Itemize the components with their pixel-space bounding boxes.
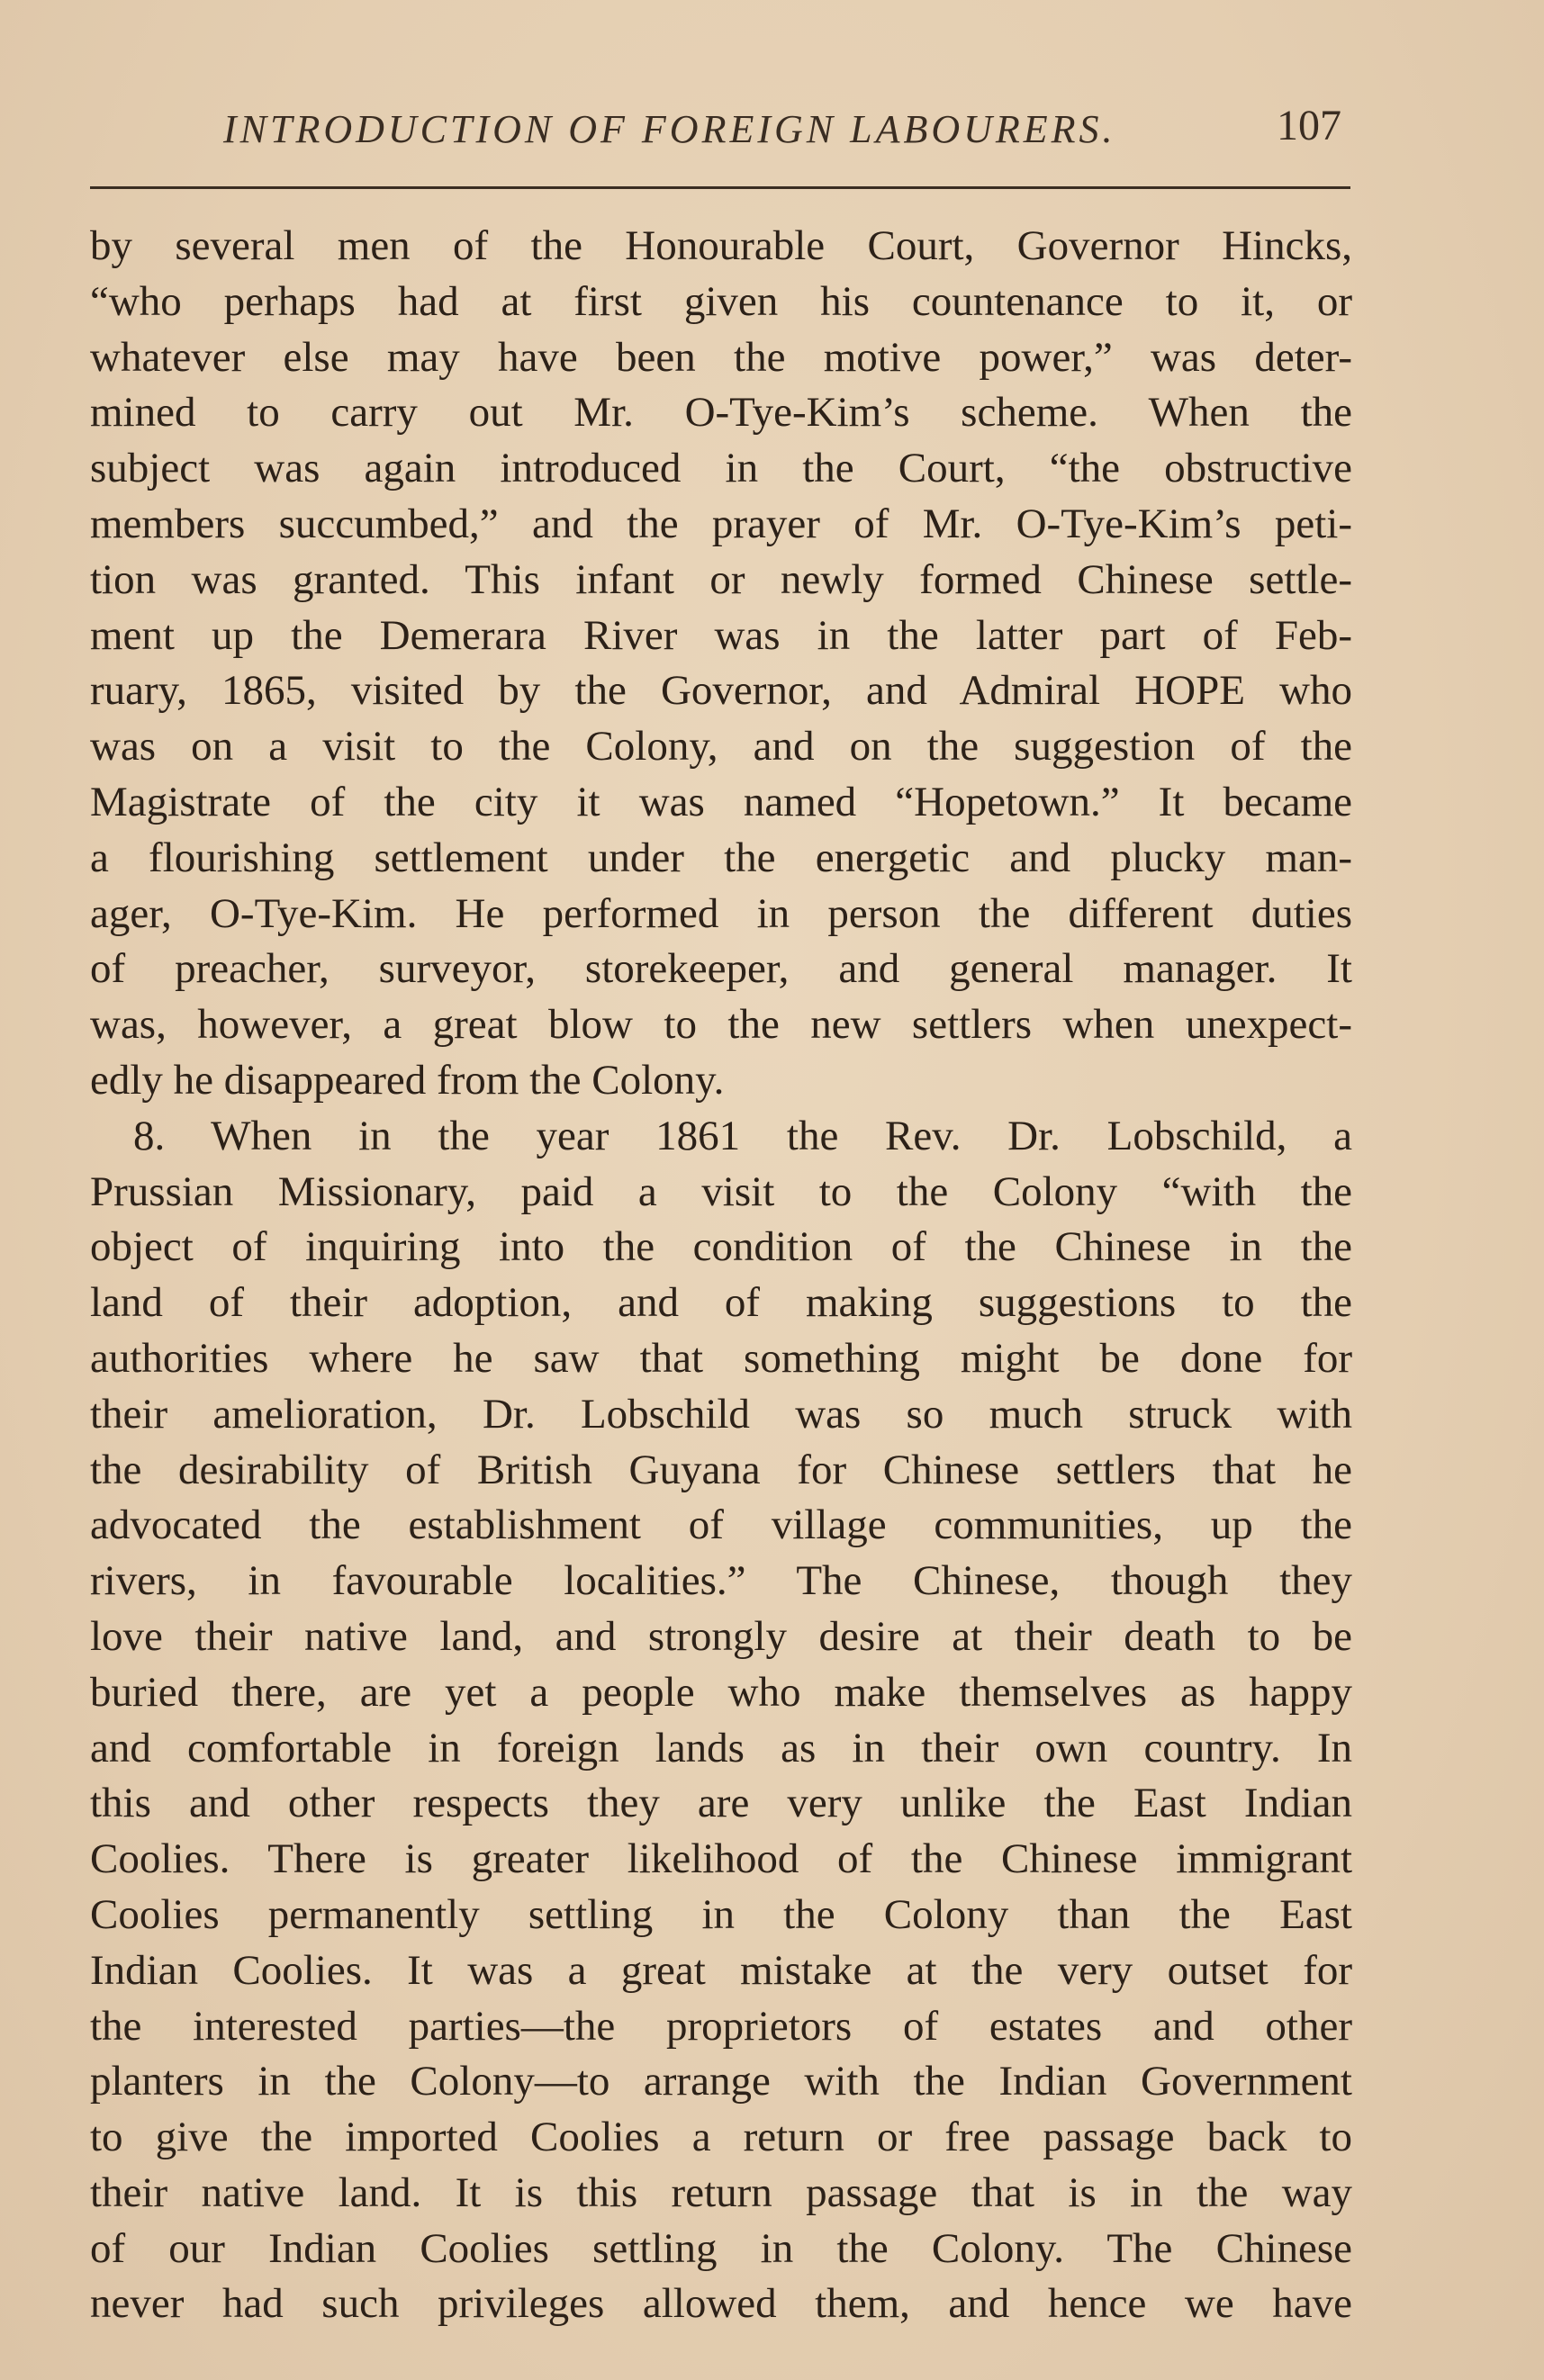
page-number: 107 (1277, 102, 1341, 149)
text-line: subject was again introduced in the Court, “the obstructive (90, 445, 1352, 492)
text-line: the desirability of British Guyana for Chinese settlers that he (90, 1446, 1352, 1493)
text-line: this and other respects they are very unlike the East Indian (90, 1780, 1352, 1827)
text-line: of preacher, surveyor, storekeeper, and general manager. It (90, 945, 1352, 993)
text-line: mined to carry out Mr. O-Tye-Kim’s scheme. When the (90, 389, 1352, 437)
text-line: and comfortable in foreign lands as in their own country. In (90, 1724, 1352, 1771)
text-line: “who perhaps had at first given his countenance to it, or (90, 277, 1352, 325)
text-line: Indian Coolies. It was a great mistake at the very outset for (90, 1946, 1352, 1994)
text-line: authorities where he saw that something might be done for (90, 1334, 1352, 1382)
text-line: planters in the Colony—to arrange with the Indian Government (90, 2058, 1352, 2105)
text-line: Coolies. There is greater likelihood of the Chinese immigrant (90, 1835, 1352, 1883)
text-line: whatever else may have been the motive power,” was deter- (90, 333, 1352, 381)
text-line: to give the imported Coolies a return or free passage back to (90, 2114, 1352, 2161)
text-line: was on a visit to the Colony, and on the suggestion of the (90, 723, 1352, 771)
text-line: the interested parties—the proprietors of estates and other (90, 2002, 1352, 2050)
text-line: Coolies permanently settling in the Colony than the East (90, 1890, 1352, 1938)
text-line: advocated the establishment of village communities, up the (90, 1501, 1352, 1549)
text-line: object of inquiring into the condition of the Chinese in the (90, 1223, 1352, 1271)
page-header (90, 102, 1350, 169)
text-line: buried there, are yet a people who make themselves as happy (90, 1668, 1352, 1716)
running-title: INTRODUCTION OF FOREIGN LABOURERS. (223, 107, 1116, 151)
text-line: edly he disappeared from the Colony. (90, 1056, 725, 1104)
text-line: never had such privileges allowed them, and hence we have (90, 2280, 1352, 2328)
text-line: their native land. It is this return passage that is in the way (90, 2168, 1352, 2216)
text-line: ruary, 1865, visited by the Governor, and Admiral HOPE who (90, 667, 1352, 715)
text-line: a flourishing settlement under the energetic and plucky man- (90, 834, 1352, 881)
text-line: land of their adoption, and of making suggestions to the (90, 1279, 1352, 1327)
text-line: 8. When in the year 1861 the Rev. Dr. Lobschild, a (133, 1112, 1352, 1159)
text-line: tion was granted. This infant or newly formed Chinese settle- (90, 555, 1352, 603)
text-line: by several men of the Honourable Court, Governor Hincks, (90, 222, 1352, 269)
text-line: rivers, in favourable localities.” The Chinese, though they (90, 1557, 1352, 1605)
text-line: their amelioration, Dr. Lobschild was so much struck with (90, 1390, 1352, 1438)
text-line: of our Indian Coolies settling in the Colony. The Chinese (90, 2224, 1352, 2272)
text-line: members succumbed,” and the prayer of Mr. O-Tye-Kim’s peti- (90, 500, 1352, 547)
text-line: Prussian Missionary, paid a visit to the Colony “with the (90, 1167, 1352, 1215)
text-line: Magistrate of the city it was named “Hopetown.” It became (90, 778, 1352, 825)
text-line: love their native land, and strongly desire at their death to be (90, 1612, 1352, 1660)
body-text (90, 219, 1352, 2332)
text-line: was, however, a great blow to the new settlers when unexpect- (90, 1001, 1352, 1049)
text-line: ager, O-Tye-Kim. He performed in person the different duties (90, 889, 1352, 937)
text-line: ment up the Demerara River was in the latter part of Feb- (90, 611, 1352, 659)
header-rule (90, 186, 1350, 189)
